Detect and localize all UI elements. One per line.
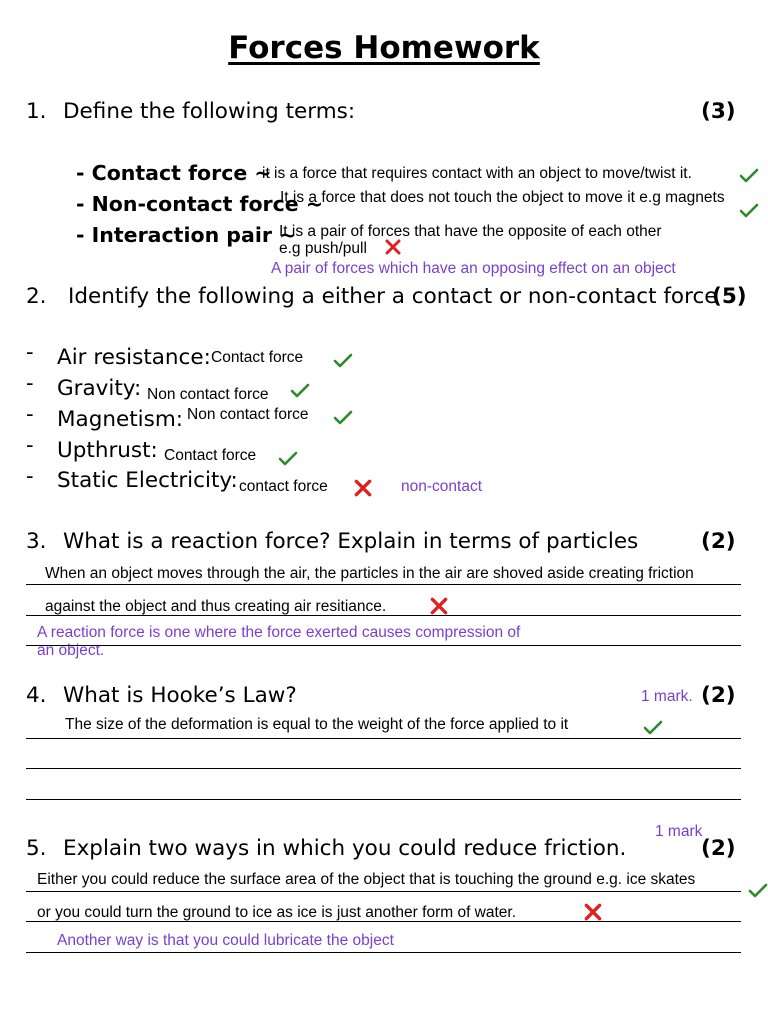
answer-line	[26, 952, 741, 953]
teacher-note-q4: 1 mark.	[641, 688, 693, 705]
cross-icon	[384, 238, 402, 256]
q5-marks: (2)	[701, 836, 736, 861]
answer-contact-force: it is a force that requires contact with an object to move/twist it.	[262, 165, 692, 182]
q5-number: 5.	[26, 836, 47, 861]
answer-q5-line2: or you could turn the ground to ice as ice is just another form of water.	[37, 904, 517, 921]
answer-magnetism: Non contact force	[187, 406, 309, 423]
answer-q4-line1: The size of the deformation is equal to the weight of the force applied to it	[65, 716, 569, 733]
tick-icon	[739, 203, 759, 219]
answer-interaction-pair-line1: It is a pair of forces that have the opposite of each other	[279, 223, 662, 240]
answer-line	[26, 738, 741, 739]
answer-q5-line1: Either you could reduce the surface area of the object that is touching the ground e.g. ice skates	[37, 871, 696, 888]
q2-number: 2.	[26, 284, 47, 309]
tick-icon	[278, 451, 298, 467]
page-title: Forces Homework	[228, 30, 540, 66]
tick-icon	[290, 383, 310, 399]
q2-text: Identify the following a either a contact or non-contact force	[68, 284, 718, 309]
list-bullet: -	[26, 402, 34, 426]
q3-text: What is a reaction force? Explain in terms of particles	[63, 529, 639, 554]
tick-icon	[643, 720, 663, 736]
correction-q3-line2: an object.	[37, 642, 105, 659]
answer-line	[26, 799, 741, 800]
answer-q3-line1: When an object moves through the air, the particles in the air are shoved aside creating friction	[45, 565, 694, 582]
q1-number: 1.	[26, 99, 47, 124]
answer-line	[26, 921, 741, 922]
q2-marks: (5)	[712, 284, 747, 309]
tick-icon	[748, 883, 768, 899]
answer-non-contact-force: It is a force that does not touch the object to move it e.g magnets	[280, 189, 725, 206]
term-interaction-pair: - Interaction pair ~	[76, 223, 297, 247]
answer-gravity: Non contact force	[147, 386, 269, 403]
list-bullet: -	[26, 433, 34, 457]
term-non-contact-force: - Non-contact force ~	[76, 192, 324, 216]
item-gravity: Gravity:	[57, 376, 142, 401]
answer-static-electricity: contact force	[239, 478, 328, 495]
answer-air-resistance: Contact force	[211, 349, 304, 366]
item-static-electricity: Static Electricity:	[57, 468, 238, 493]
answer-line	[26, 645, 741, 646]
list-bullet: -	[26, 464, 34, 488]
q3-marks: (2)	[701, 529, 736, 554]
correction-interaction-pair: A pair of forces which have an opposing effect on an object	[271, 260, 676, 277]
item-upthrust: Upthrust:	[57, 438, 158, 463]
answer-line	[26, 891, 741, 892]
answer-line	[26, 584, 741, 585]
correction-q3-line1: A reaction force is one where the force exerted causes compression of	[37, 624, 521, 641]
teacher-note-q5: 1 mark	[655, 823, 703, 840]
q1-marks: (3)	[701, 99, 736, 124]
answer-upthrust: Contact force	[164, 447, 257, 464]
list-bullet: -	[26, 371, 34, 395]
q5-text: Explain two ways in which you could reduce friction.	[63, 836, 627, 861]
q4-marks: (2)	[701, 683, 736, 708]
cross-icon	[353, 478, 373, 498]
cross-icon	[429, 596, 449, 616]
tick-icon	[333, 353, 353, 369]
correction-static-electricity: non-contact	[401, 478, 482, 495]
answer-line	[26, 615, 741, 616]
cross-icon	[583, 902, 603, 922]
q3-number: 3.	[26, 529, 47, 554]
correction-q5: Another way is that you could lubricate the object	[57, 932, 394, 949]
answer-q3-line2: against the object and thus creating air resitiance.	[45, 598, 387, 615]
q4-number: 4.	[26, 683, 47, 708]
q4-text: What is Hooke’s Law?	[63, 683, 297, 708]
item-magnetism: Magnetism:	[57, 407, 184, 432]
item-air-resistance: Air resistance:	[57, 345, 211, 370]
q1-text: Define the following terms:	[63, 99, 356, 124]
answer-line	[26, 768, 741, 769]
tick-icon	[739, 168, 759, 184]
list-bullet: -	[26, 340, 34, 364]
tick-icon	[333, 410, 353, 426]
answer-interaction-pair-line2: e.g push/pull	[279, 240, 367, 257]
term-contact-force: - Contact force ~	[76, 161, 272, 185]
